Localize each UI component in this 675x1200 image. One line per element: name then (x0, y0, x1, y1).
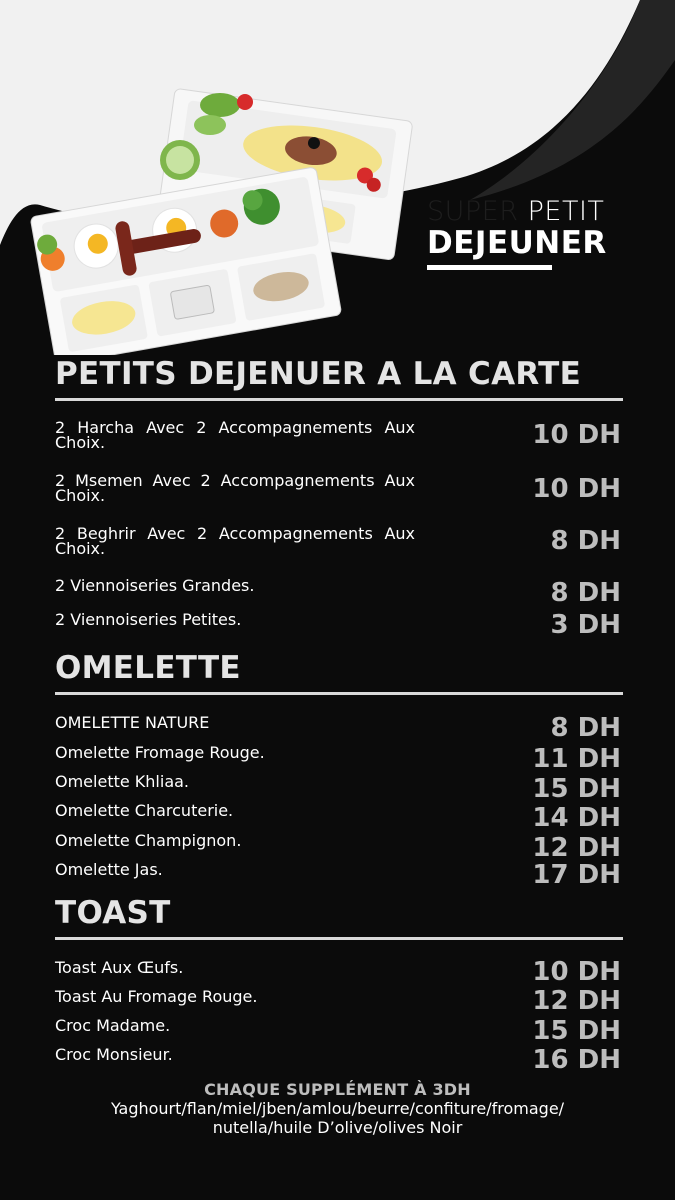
section-title-omelette: OMELETTE (55, 650, 241, 686)
menu-item-name: Toast Aux Œufs. (55, 958, 184, 977)
menu-item-price: 10 DH (532, 474, 621, 504)
section-title-toast: TOAST (55, 895, 171, 931)
brand-heading (427, 197, 627, 270)
brand-underline (427, 265, 552, 270)
menu-item-price: 3 DH (550, 610, 621, 640)
brand-dejeuner: DEJEUNER (427, 225, 607, 261)
supplement-list-line-2: nutella/huile D’olive/olives Noir (212, 1118, 463, 1137)
brand-petit: PETIT (527, 196, 605, 227)
menu-item-name: Omelette Fromage Rouge. (55, 743, 265, 762)
menu-item-price: 8 DH (550, 526, 621, 556)
menu-item-price: 10 DH (532, 420, 621, 450)
menu-item-price: 15 DH (532, 774, 621, 804)
menu-item-price: 12 DH (532, 833, 621, 863)
menu-item-name: OMELETTE NATURE (55, 713, 210, 732)
menu-item-price: 8 DH (550, 578, 621, 608)
supplement-heading: CHAQUE SUPPLÉMENT À 3DH (204, 1080, 471, 1099)
menu-item-name: 2 Msemen Avec 2 Accompagnements Aux Choix. (55, 471, 415, 505)
menu-item-name: Omelette Champignon. (55, 831, 242, 850)
menu-item-price: 14 DH (532, 803, 621, 833)
brand-line-1 (427, 197, 627, 227)
section-title-petits-dejeuner: PETITS DEJENUER A LA CARTE (55, 356, 582, 392)
menu-item-name: Toast Au Fromage Rouge. (55, 987, 258, 1006)
menu-item-price: 17 DH (532, 860, 621, 890)
section-divider (55, 937, 623, 940)
menu-item-name: 2 Viennoiseries Petites. (55, 610, 242, 629)
menu-item-price: 16 DH (532, 1045, 621, 1075)
supplement-list-line-1: Yaghourt/flan/miel/jben/amlou/beurre/confiture/fromage/ (110, 1099, 565, 1118)
menu-item-name: Omelette Jas. (55, 860, 163, 879)
supplement-note (0, 1080, 675, 1137)
menu-item-name: 2 Viennoiseries Grandes. (55, 576, 255, 595)
menu-item-price: 15 DH (532, 1016, 621, 1046)
menu-item-price: 8 DH (550, 713, 621, 743)
brand-super: SUPER (427, 196, 519, 227)
menu-item-name: Omelette Khliaa. (55, 772, 190, 791)
menu-item-price: 12 DH (532, 986, 621, 1016)
menu-item-name: Croc Madame. (55, 1016, 171, 1035)
menu-item-name: Croc Monsieur. (55, 1045, 173, 1064)
menu-item-name: 2 Harcha Avec 2 Accompagnements Aux Choix. (55, 418, 415, 452)
section-divider (55, 692, 623, 695)
menu-item-price: 11 DH (532, 744, 621, 774)
section-divider (55, 398, 623, 401)
menu-item-price: 10 DH (532, 957, 621, 987)
menu-item-name: Omelette Charcuterie. (55, 801, 234, 820)
breakfast-plate-image (30, 80, 415, 355)
menu-item-name: 2 Beghrir Avec 2 Accompagnements Aux Choix. (55, 524, 415, 558)
